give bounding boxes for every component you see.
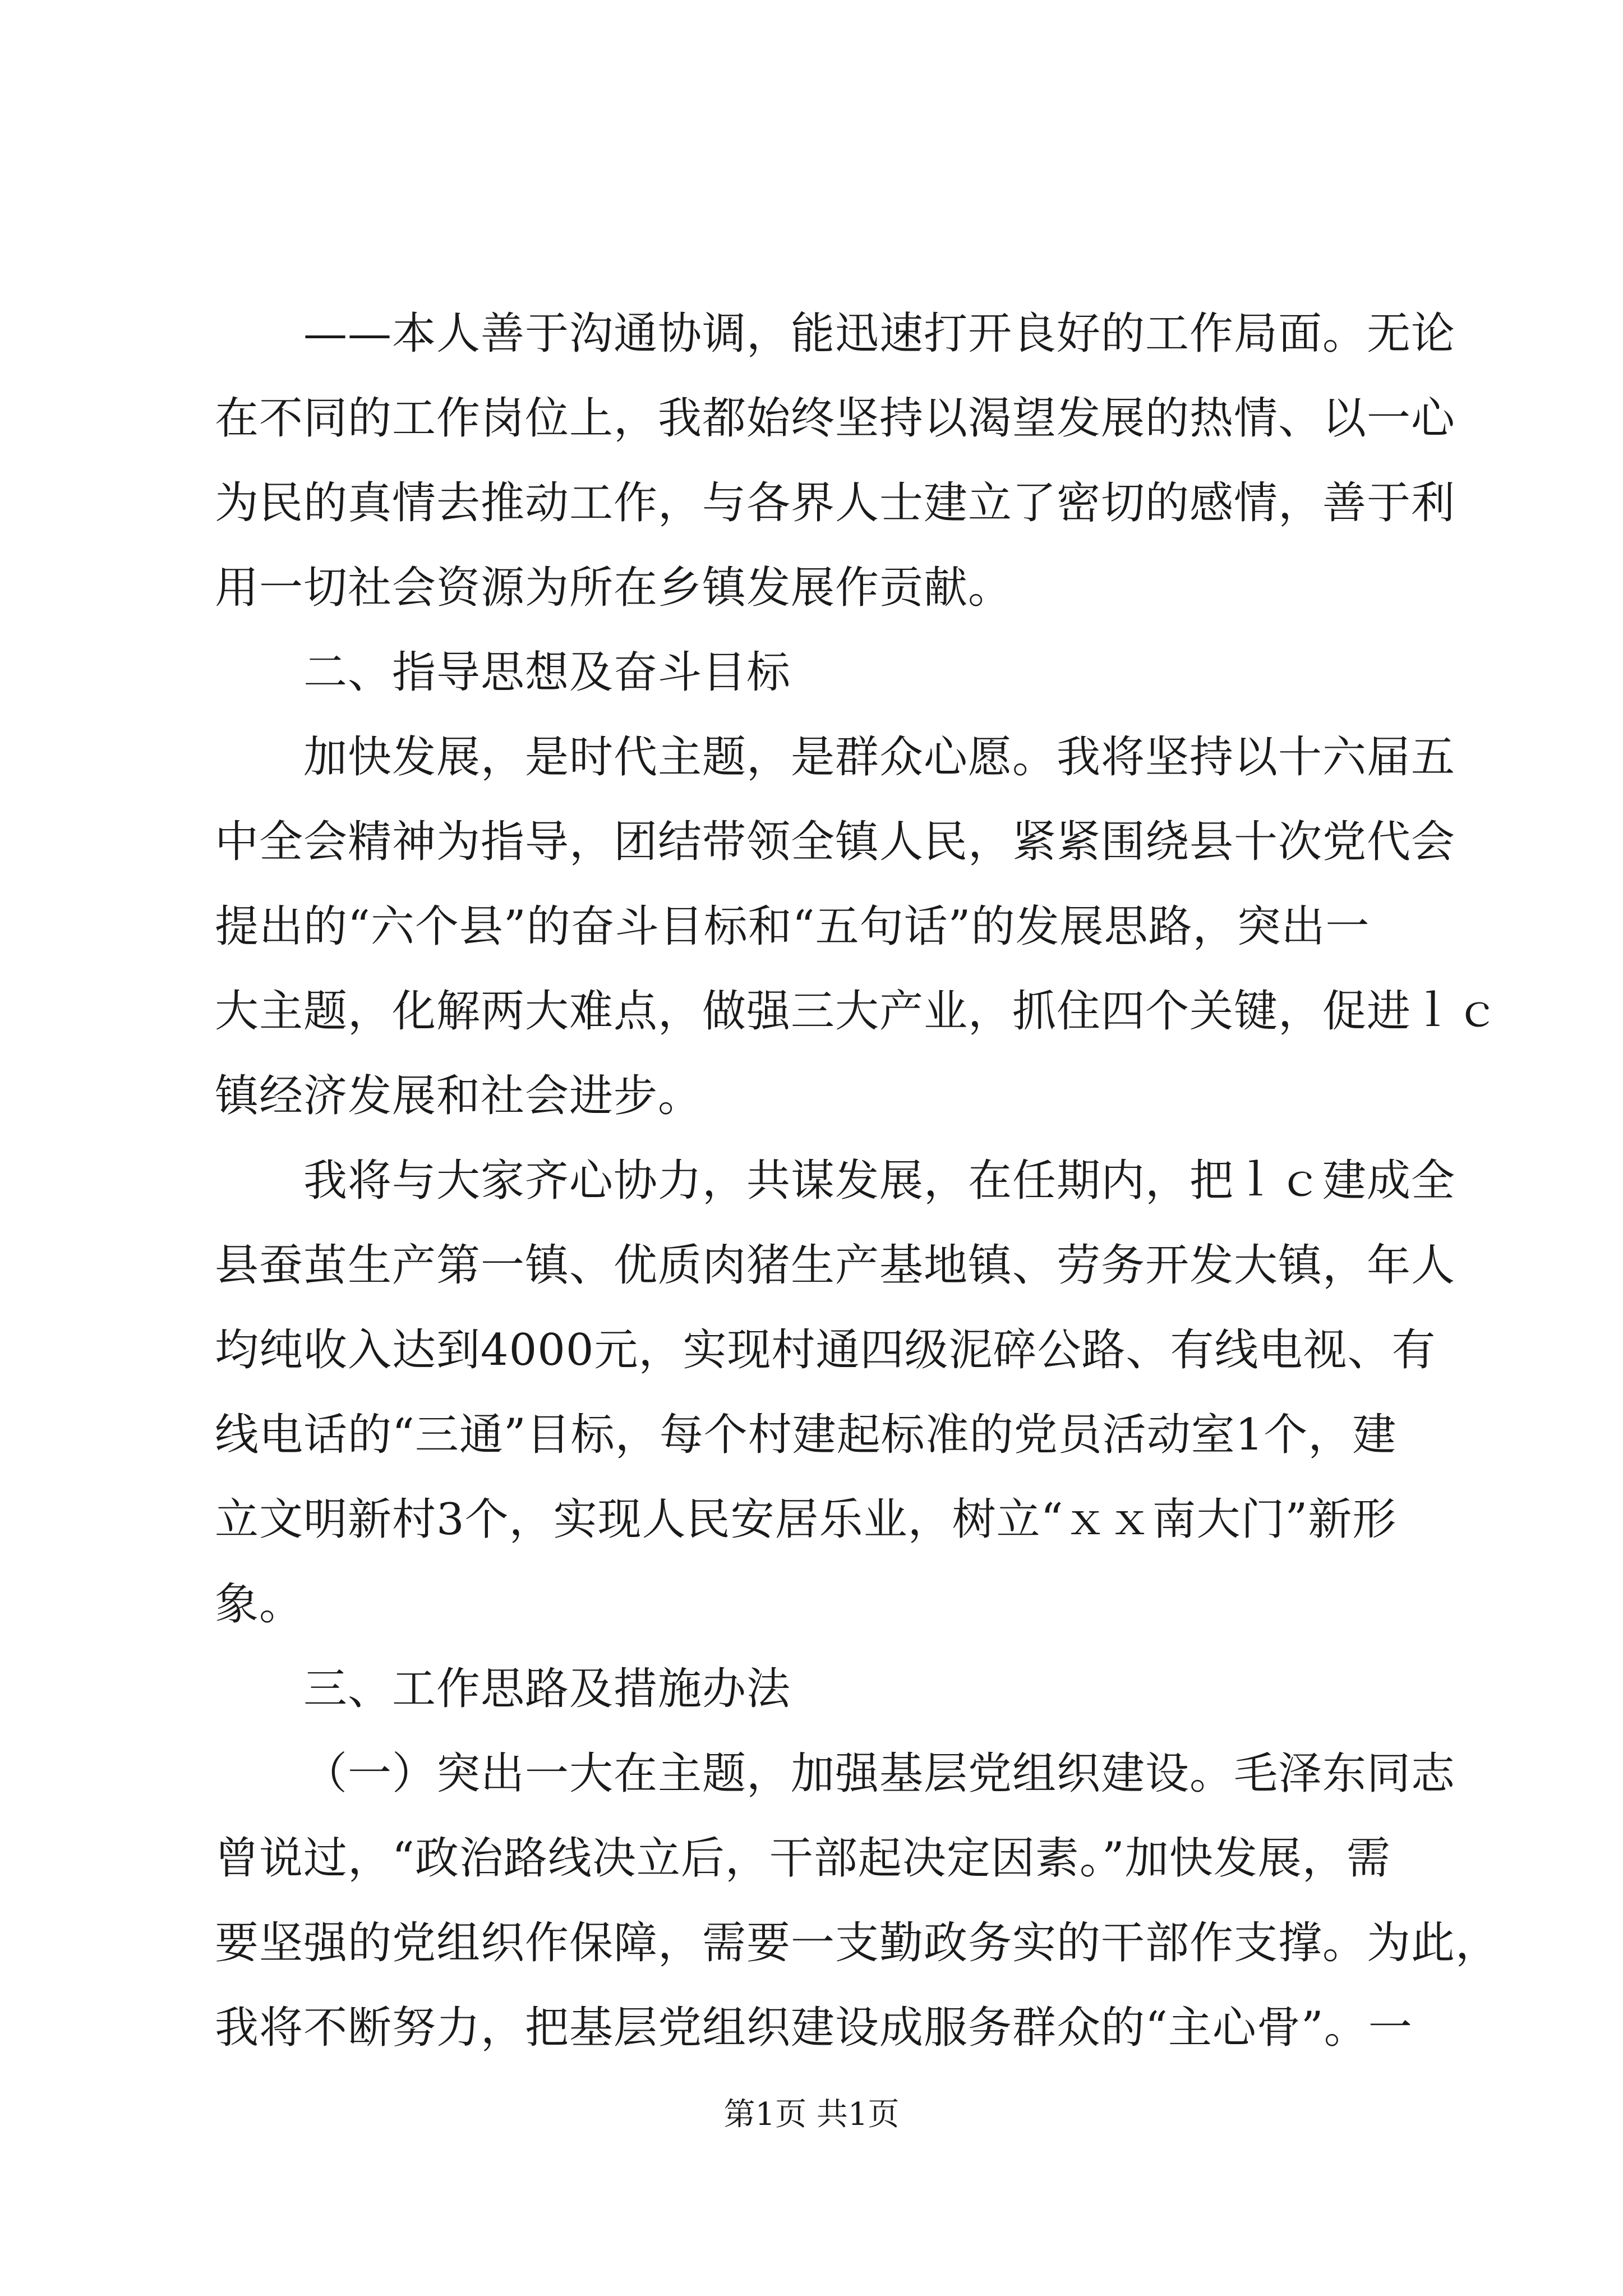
page-footer xyxy=(0,2092,1623,2137)
text-line: 我将与大家齐心协力，共谋发展，在任期内，把ｌｃ建成全 xyxy=(303,1156,1456,1206)
text-line: 中全会精神为指导，团结带领全镇人民，紧紧围绕县十次党代会 xyxy=(215,817,1456,867)
text-line: 立文明新村3个，实现人民安居乐业，树立“ｘｘ南大门”新形 xyxy=(215,1494,1397,1545)
text-line: （一）突出一大在主题，加强基层党组织建设。毛泽东同志 xyxy=(303,1749,1456,1799)
text-line: ——本人善于沟通协调，能迅速打开良好的工作局面。无论 xyxy=(303,309,1456,359)
section-heading: 三、工作思路及措施办法 xyxy=(303,1664,791,1714)
text-line: 用一切社会资源为所在乡镇发展作贡献。 xyxy=(215,563,1013,613)
text-line: 在不同的工作岗位上，我都始终坚持以渴望发展的热情、以一心 xyxy=(215,393,1456,444)
text-line: 加快发展，是时代主题，是群众心愿。我将坚持以十六届五 xyxy=(303,732,1456,783)
page-number-label: 第1页 共1页 xyxy=(723,2096,900,2133)
text-line: 镇经济发展和社会进步。 xyxy=(215,1071,703,1121)
text-line: 线电话的“三通”目标，每个村建起标准的党员活动室1个，建 xyxy=(215,1410,1397,1460)
text-line: 县蚕茧生产第一镇、优质肉猪生产基地镇、劳务开发大镇，年人 xyxy=(215,1240,1456,1291)
text-line: 要坚强的党组织作保障，需要一支勤政务实的干部作支撑。为此， xyxy=(215,1918,1500,1968)
text-line: 大主题，化解两大难点，做强三大产业，抓住四个关键，促进ｌｃ xyxy=(215,986,1500,1037)
text-line: 象。 xyxy=(215,1579,304,1630)
text-line: 为民的真情去推动工作，与各界人士建立了密切的感情，善于利 xyxy=(215,478,1456,528)
text-line: 均纯收入达到4000元，实现村通四级泥碎公路、有线电视、有 xyxy=(215,1325,1436,1375)
text-line: 提出的“六个县”的奋斗目标和“五句话”的发展思路，突出一 xyxy=(215,901,1370,952)
document-body xyxy=(215,292,1500,2070)
text-line: 曾说过，“政治路线决立后，干部起决定因素。”加快发展，需 xyxy=(215,1833,1391,1884)
text-line: 我将不断努力，把基层党组织建设成服务群众的“主心骨”。一 xyxy=(215,2003,1413,2053)
section-heading: 二、指导思想及奋斗目标 xyxy=(303,647,791,698)
